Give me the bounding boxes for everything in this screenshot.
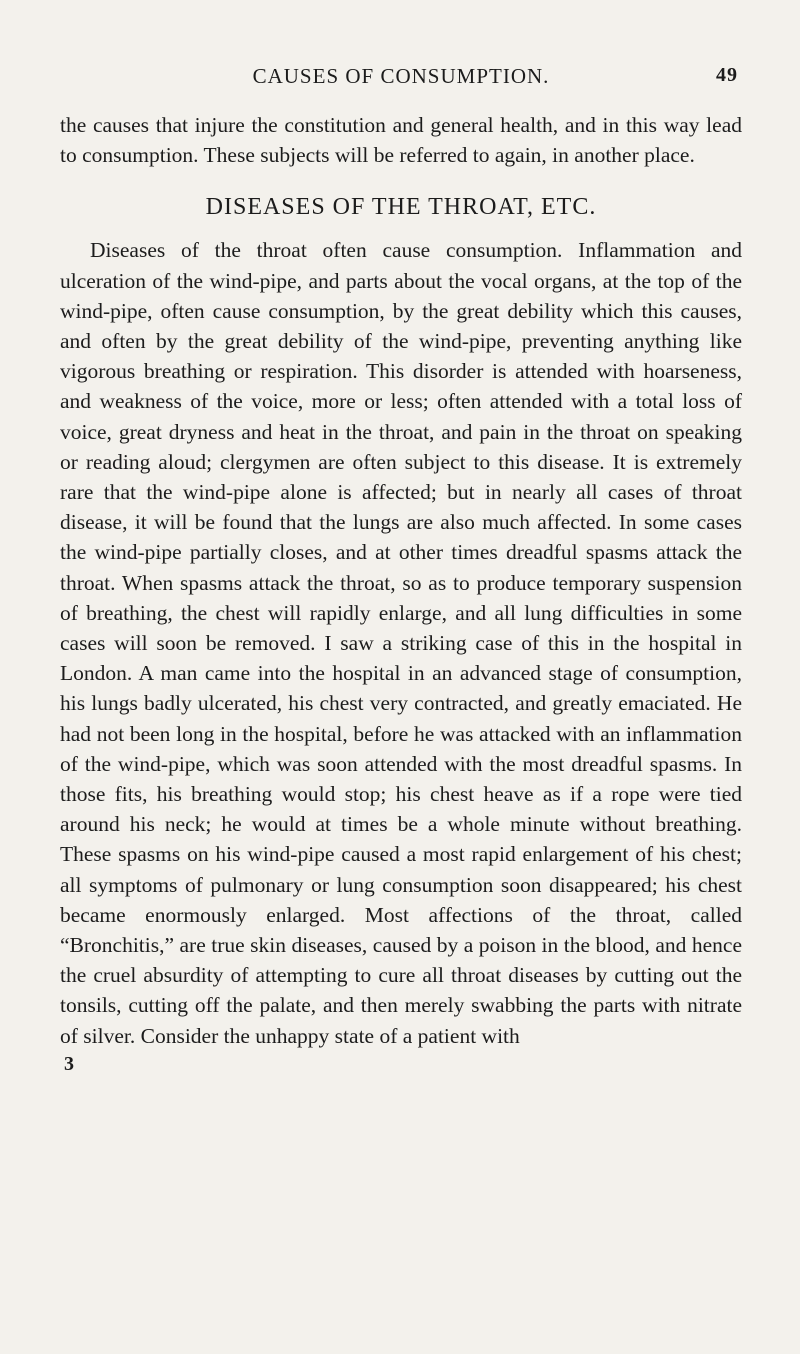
section-heading: DISEASES OF THE THROAT, ETC. bbox=[205, 194, 597, 221]
page-number: 49 bbox=[716, 64, 738, 86]
running-head-title: CAUSES OF CONSUMPTION. bbox=[252, 64, 550, 88]
section-paragraph: Diseases of the throat often cause consumption. Inflammation and ulceration of the wind-pipe, and parts about the vocal organs, at the top of the wind-pipe, often cause consumption, by the great debility which this causes, and often by the great debility of the wind-pipe, preventing anything like vigorous breathing or respiration. This disorder is attended with hoarseness, and weakness of the voice, more or less; often attended with a total loss of voice, great dryness and heat in the throat, and pain in the throat on speaking or reading aloud; clergymen are often subject to this disease. It is extremely rare that the wind-pipe alone is affected; but in nearly all cases of throat disease, it will be found that the lungs are also much affected. In some cases the wind-pipe partially closes, and at other times dreadful spasms attack the throat. When spasms attack the throat, so as to produce temporary suspension of breathing, the chest will rapidly enlarge, and all lung difficulties in some cases will soon be removed. I saw a striking case of this in the hospital in London. A man came into the hospital in an advanced stage of consumption, his lungs badly ulcerated, his chest very contracted, and greatly emaciated. He had not been long in the hospital, before he was attacked with an inflammation of the wind-pipe, which was soon attended with the most dreadful spasms. In those fits, his breathing would stop; his chest heave as if a rope were tied around his neck; he would at times be a whole minute without breathing. These spasms on his wind-pipe caused a most rapid enlargement of his chest; all symptoms of pulmonary or lung consumption soon disappeared; his chest became enormously enlarged. Most affections of the throat, called “Bronchitis,” are true skin diseases, caused by a poison in the blood, and hence the cruel absurdity of attempting to cure all throat diseases by cutting out the tonsils, cutting off the palate, and then merely swabbing the parts with nitrate of silver. Consider the unhappy state of a patient with bbox=[60, 238, 742, 1048]
continuation-paragraph: the causes that injure the constitution and general health, and in this way lead to consumption. These subjects will be referred to again, in another place. bbox=[60, 113, 742, 168]
signature-mark: 3 bbox=[64, 1052, 74, 1075]
running-head bbox=[60, 64, 742, 98]
